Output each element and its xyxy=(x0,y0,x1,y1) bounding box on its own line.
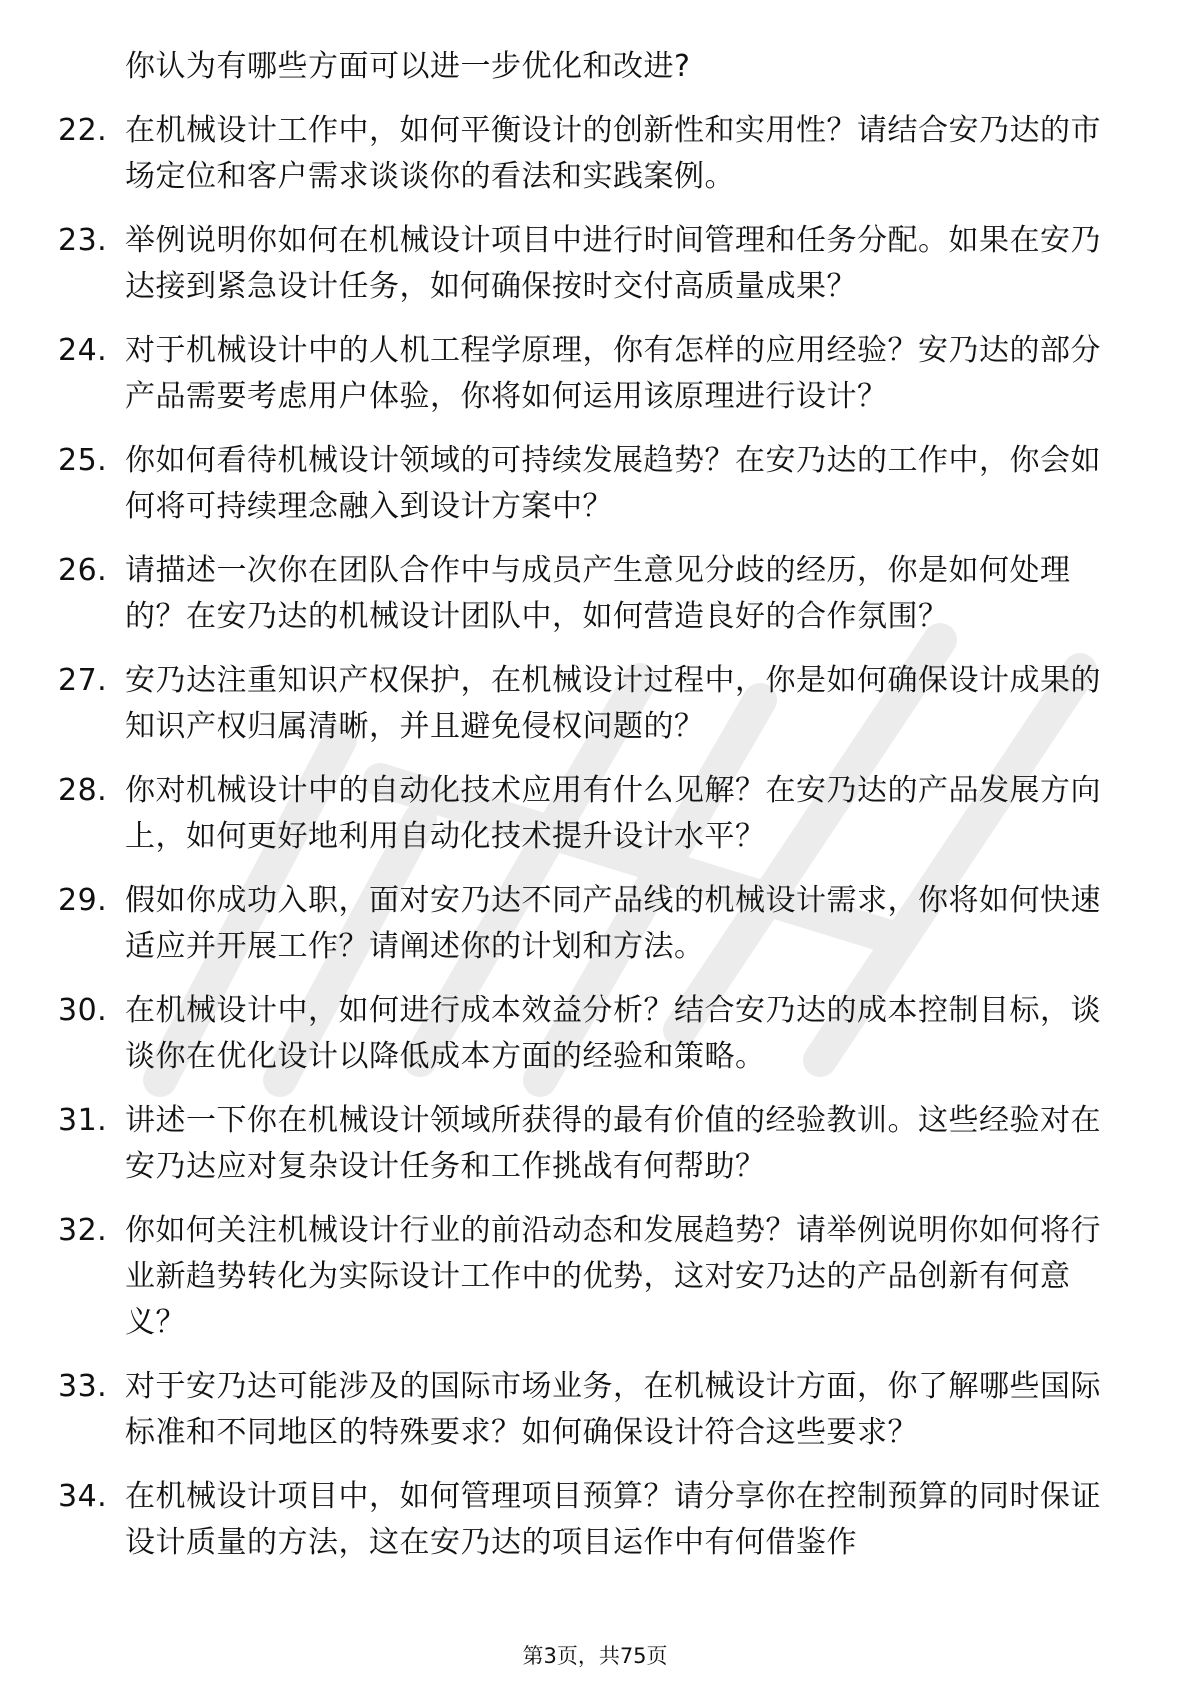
question-text: 安乃达注重知识产权保护，在机械设计过程中，你是如何确保设计成果的知识产权归属清晰，并且避免侵权问题的？ xyxy=(125,663,1101,744)
question-text: 对于安乃达可能涉及的国际市场业务，在机械设计方面，你了解哪些国际标准和不同地区的特殊要求？如何确保设计符合这些要求？ xyxy=(125,1369,1101,1450)
question-text: 在机械设计中，如何进行成本效益分析？结合安乃达的成本控制目标，谈谈你在优化设计以降低成本方面的经验和策略。 xyxy=(125,993,1101,1074)
question-number: 33. xyxy=(58,1369,108,1404)
question-list xyxy=(58,44,1118,1584)
question-number: 34. xyxy=(58,1479,108,1514)
question-text: 你对机械设计中的自动化技术应用有什么见解？在安乃达的产品发展方向上，如何更好地利用自动化技术提升设计水平？ xyxy=(125,773,1101,854)
question-text: 假如你成功入职，面对安乃达不同产品线的机械设计需求，你将如何快速适应并开展工作？请阐述你的计划和方法。 xyxy=(125,883,1101,964)
question-number: 24. xyxy=(58,333,108,368)
question-text: 你如何看待机械设计领域的可持续发展趋势？在安乃达的工作中，你会如何将可持续理念融入到设计方案中？ xyxy=(125,443,1101,524)
question-number: 31. xyxy=(58,1103,108,1138)
question-item xyxy=(58,548,1118,640)
question-item xyxy=(58,108,1118,200)
question-item xyxy=(58,768,1118,860)
page-number-footer: 第3页，共75页 xyxy=(522,1644,668,1668)
question-number: 27. xyxy=(58,663,108,698)
question-item xyxy=(58,438,1118,530)
question-item xyxy=(58,218,1118,310)
question-text: 在机械设计项目中，如何管理项目预算？请分享你在控制预算的同时保证设计质量的方法，这在安乃达的项目运作中有何借鉴作 xyxy=(125,1479,1101,1560)
question-number: 26. xyxy=(58,553,108,588)
question-item xyxy=(58,328,1118,420)
question-item xyxy=(58,878,1118,970)
question-item xyxy=(58,1364,1118,1456)
question-item xyxy=(58,1474,1118,1566)
question-item xyxy=(58,1208,1118,1346)
question-text: 在机械设计工作中，如何平衡设计的创新性和实用性？请结合安乃达的市场定位和客户需求谈谈你的看法和实践案例。 xyxy=(125,113,1101,194)
question-number: 22. xyxy=(58,113,108,148)
question-number: 28. xyxy=(58,773,108,808)
question-item xyxy=(58,658,1118,750)
question-number: 25. xyxy=(58,443,108,478)
question-number: 32. xyxy=(58,1213,108,1248)
question-text: 你如何关注机械设计行业的前沿动态和发展趋势？请举例说明你如何将行业新趋势转化为实际设计工作中的优势，这对安乃达的产品创新有何意义？ xyxy=(125,1213,1101,1340)
question-text: 请描述一次你在团队合作中与成员产生意见分歧的经历，你是如何处理的？在安乃达的机械设计团队中，如何营造良好的合作氛围？ xyxy=(125,553,1071,634)
question-text: 对于机械设计中的人机工程学原理，你有怎样的应用经验？安乃达的部分产品需要考虑用户体验，你将如何运用该原理进行设计？ xyxy=(125,333,1101,414)
question-item xyxy=(58,988,1118,1080)
question-text: 讲述一下你在机械设计领域所获得的最有价值的经验教训。这些经验对在安乃达应对复杂设计任务和工作挑战有何帮助？ xyxy=(125,1103,1101,1184)
question-item xyxy=(58,1098,1118,1190)
continued-question-text: 你认为有哪些方面可以进一步优化和改进? xyxy=(125,49,691,84)
question-text: 举例说明你如何在机械设计项目中进行时间管理和任务分配。如果在安乃达接到紧急设计任务，如何确保按时交付高质量成果？ xyxy=(125,223,1101,304)
question-number: 29. xyxy=(58,883,108,918)
question-number: 23. xyxy=(58,223,108,258)
question-number: 30. xyxy=(58,993,108,1028)
